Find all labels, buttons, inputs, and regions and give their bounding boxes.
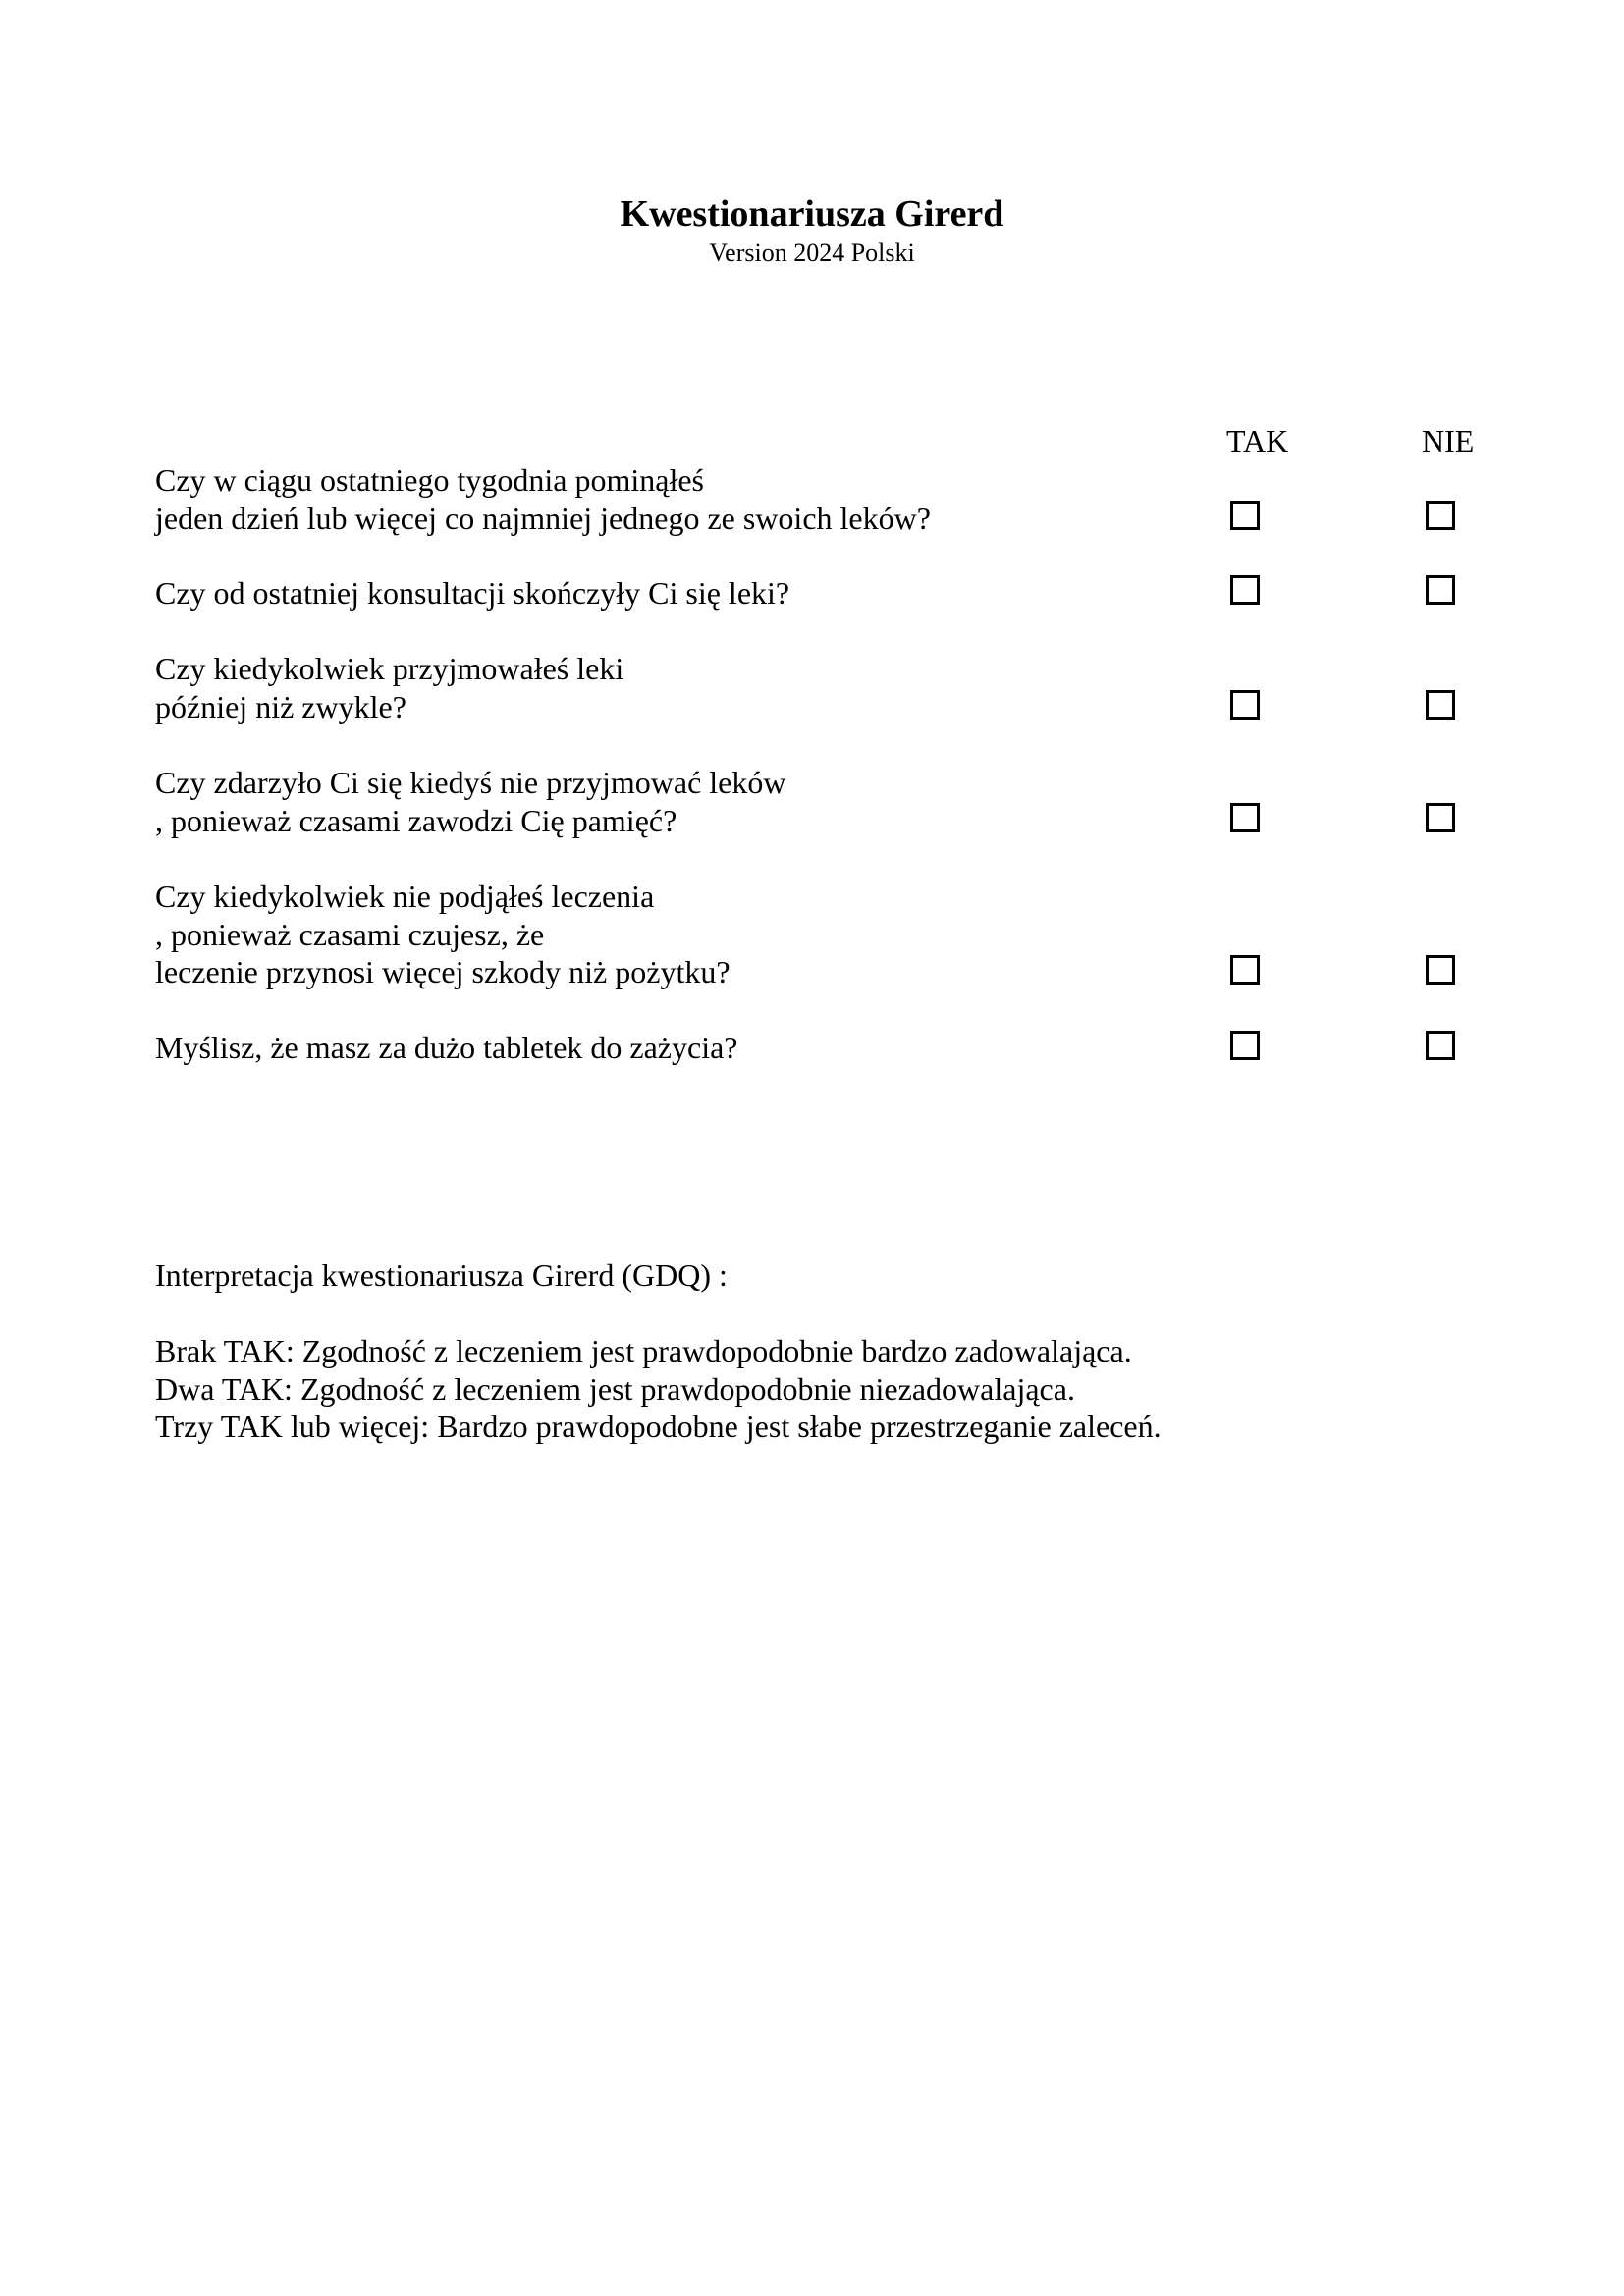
column-header-nie: NIE: [1422, 423, 1475, 458]
question-5: [155, 878, 1196, 991]
interpretation-line-1: Brak TAK: Zgodność z leczeniem jest prawdopodobnie bardzo zadowalająca.: [155, 1333, 1132, 1368]
interpretation-line-3: Trzy TAK lub więcej: Bardzo prawdopodobne jest słabe przestrzeganie zaleceń.: [155, 1409, 1162, 1444]
question-5-nie-checkbox[interactable]: [1426, 955, 1455, 985]
question-3: [155, 650, 1196, 725]
question-1-line-1: Czy w ciągu ostatniego tygodnia pominąłeś: [155, 462, 704, 498]
question-1-line-2: jeden dzień lub więcej co najmniej jednego ze swoich leków?: [155, 500, 931, 536]
question-5-line-2: , ponieważ czasami czujesz, że: [155, 916, 545, 952]
question-1-tak-checkbox[interactable]: [1230, 501, 1260, 530]
interpretation-block: [155, 1332, 1162, 1446]
question-1-nie-checkbox[interactable]: [1426, 501, 1455, 530]
question-5-tak-checkbox[interactable]: [1230, 955, 1260, 985]
interpretation-heading: Interpretacja kwestionariusza Girerd (GDQ) :: [155, 1257, 728, 1293]
document-subtitle: Version 2024 Polski: [709, 239, 915, 267]
question-2-line-1: Czy od ostatniej konsultacji skończyły Ci się leki?: [155, 575, 790, 611]
document-title: Kwestionariusza Girerd: [620, 193, 1004, 235]
question-6-tak-checkbox[interactable]: [1230, 1031, 1260, 1060]
question-6-nie-checkbox[interactable]: [1426, 1031, 1455, 1060]
question-4-line-2: , ponieważ czasami zawodzi Cię pamięć?: [155, 802, 677, 838]
question-4: [155, 764, 1196, 839]
question-3-line-2: później niż zwykle?: [155, 688, 406, 724]
question-4-nie-checkbox[interactable]: [1426, 803, 1455, 832]
column-header-tak: TAK: [1226, 423, 1289, 458]
question-6: [155, 1029, 1196, 1067]
question-6-line-1: Myślisz, że masz za dużo tabletek do zażycia?: [155, 1030, 738, 1065]
question-1: [155, 461, 1196, 537]
question-2-nie-checkbox[interactable]: [1426, 575, 1455, 605]
question-4-line-1: Czy zdarzyło Ci się kiedyś nie przyjmować leków: [155, 765, 786, 800]
interpretation-line-2: Dwa TAK: Zgodność z leczeniem jest prawdopodobnie niezadowalająca.: [155, 1370, 1075, 1407]
question-5-line-3: leczenie przynosi więcej szkody niż pożytku?: [155, 954, 731, 989]
question-3-tak-checkbox[interactable]: [1230, 690, 1260, 720]
question-4-tak-checkbox[interactable]: [1230, 803, 1260, 832]
question-2-tak-checkbox[interactable]: [1230, 575, 1260, 605]
question-2: [155, 574, 1196, 613]
question-5-line-1: Czy kiedykolwiek nie podjąłeś leczenia: [155, 879, 655, 914]
question-3-nie-checkbox[interactable]: [1426, 690, 1455, 720]
question-3-line-1: Czy kiedykolwiek przyjmowałeś leki: [155, 651, 624, 686]
